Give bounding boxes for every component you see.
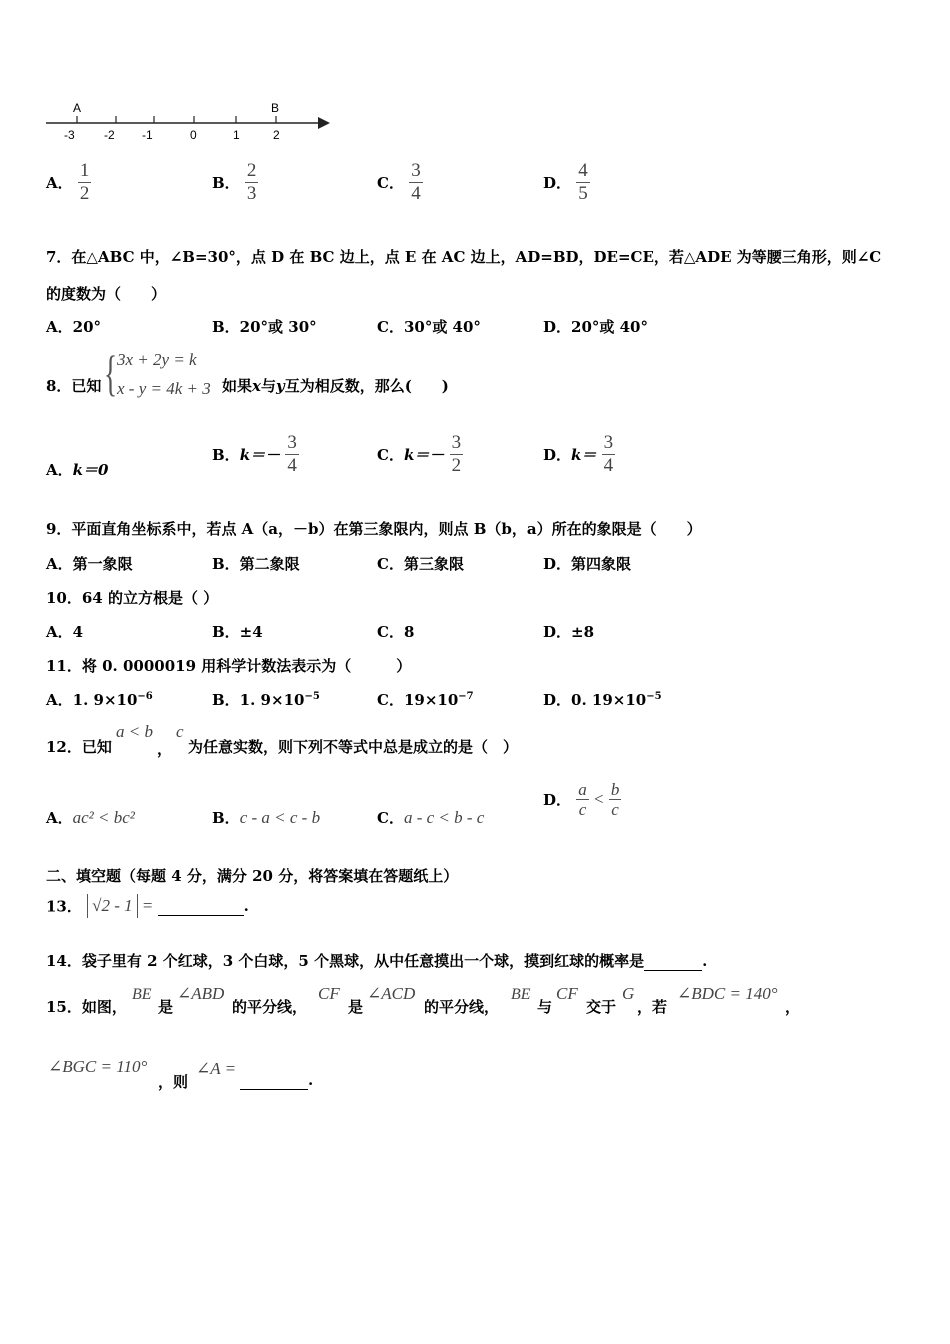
q7-option-c[interactable]: C．30°或 40° xyxy=(377,318,481,336)
q15-text: 的平分线， xyxy=(424,998,500,1016)
q6-option-c[interactable] xyxy=(377,160,423,205)
q9-option-d[interactable]: D．第四象限 xyxy=(543,555,632,573)
q8-equation-1: 3x + 2y = k xyxy=(117,350,197,369)
q11-option-d[interactable]: D．0. $19\times 10^{-5}$ xyxy=(543,691,662,709)
q11-option-c[interactable]: C．$19\times 10^{-7}$ xyxy=(377,691,474,709)
q6-option-d[interactable] xyxy=(543,160,590,205)
q12-condition-2: c xyxy=(176,722,184,741)
q15-math-abd: ∠ABD xyxy=(177,984,225,1003)
q15-math-be: BE xyxy=(132,986,152,1003)
q6-option-b[interactable] xyxy=(212,160,258,205)
q10-option-d[interactable]: D．±8 xyxy=(543,623,595,641)
q15-math-bgc: ∠BGC = 110° xyxy=(48,1057,148,1076)
q11-option-a[interactable]: A．1. $9\times 10^{-6}$ xyxy=(46,691,153,709)
q8-option-a[interactable]: A．k＝0 xyxy=(46,461,109,479)
point-a-label: A xyxy=(73,101,82,115)
q10-stem: 10．64 的立方根是（ ） xyxy=(46,589,219,607)
q12-option-b[interactable]: B．c - a < c - b xyxy=(212,808,321,827)
q6-option-a[interactable] xyxy=(46,160,91,205)
q9-stem: 9．平面直角坐标系中，若点 A（a，－b）在第三象限内，则点 B（b，a）所在的象限是（ ） xyxy=(46,520,702,538)
section-2-title: 二、填空题（每题 4 分，满分 20 分，将答案填在答题纸上） xyxy=(46,867,459,885)
q12-option-d[interactable]: D． $\frac{a}{c}$ < $\frac{b}{c}$ xyxy=(543,780,620,819)
answer-blank[interactable] xyxy=(644,952,702,971)
q9-option-b[interactable]: B．第二象限 xyxy=(212,555,300,573)
fraction: $\frac{3}{2}$ xyxy=(451,432,462,476)
option-letter: D． xyxy=(543,174,572,192)
q15-math-acd: ∠ACD xyxy=(367,984,416,1003)
fraction: $\frac{1}{2}$ xyxy=(79,160,90,204)
q10-option-a[interactable]: A．4 xyxy=(46,623,84,641)
answer-blank[interactable] xyxy=(240,1071,308,1090)
q10-option-c[interactable]: C．8 xyxy=(377,623,415,641)
q12-option-c[interactable]: C．a - c < b - c xyxy=(377,808,485,827)
q15-line1: 15．如图， xyxy=(46,998,127,1016)
option-text: k＝0 xyxy=(72,461,109,479)
q14-line: 14．袋子里有 2 个红球，3 个白球，5 个黑球，从中任意摸出一个球，摸到红球的概率是 . xyxy=(46,952,708,970)
fraction: $\frac{3}{4}$ xyxy=(287,432,297,476)
q15-text: 与 xyxy=(537,998,553,1016)
q8-prefix: 8．已知 xyxy=(46,377,102,395)
q12-option-a[interactable]: A．ac² < bc² xyxy=(46,808,135,827)
q8-option-c[interactable]: C．k＝－ $\frac{3}{2}$ xyxy=(377,432,462,476)
q11-option-b[interactable]: B．1. $9\times 10^{-5}$ xyxy=(212,691,320,709)
q11-stem: 11．将 0. 0000019 用科学计数法表示为（ ） xyxy=(46,657,412,675)
q13-line: 13． √2 - 1 = . xyxy=(46,894,249,918)
point-b-label: B xyxy=(271,101,280,115)
q15-text: 的平分线， xyxy=(232,998,308,1016)
q8-option-b[interactable]: B．k＝－ $\frac{3}{4}$ xyxy=(212,432,297,476)
q8-equation-2: x - y = 4k + 3 xyxy=(117,379,211,398)
fraction: $\frac{4}{5}$ xyxy=(578,160,588,204)
tick-label: 1 xyxy=(233,128,240,142)
q9-option-c[interactable]: C．第三象限 xyxy=(377,555,464,573)
fraction: $\frac{3}{4}$ xyxy=(411,160,421,204)
q10-option-b[interactable]: B．±4 xyxy=(212,623,263,641)
q15-math-cf: CF xyxy=(318,984,340,1003)
q8-stem-suffix: 如果x与y互为相反数，那么( ) xyxy=(222,377,449,395)
q15-math-bdc: ∠BDC = 140° xyxy=(677,984,778,1003)
fraction: $\frac{2}{3}$ xyxy=(246,160,257,204)
q15-text: ，若 xyxy=(637,998,668,1016)
q15-answer: . xyxy=(240,1071,313,1090)
q7-option-d[interactable]: D．20°或 40° xyxy=(543,318,648,336)
tick-label: -2 xyxy=(104,128,115,142)
tick-label: -1 xyxy=(142,128,153,142)
q12-prefix: 12．已知 xyxy=(46,738,112,756)
tick-label: -3 xyxy=(64,128,75,142)
q15-text: 交于 xyxy=(586,998,617,1016)
tick-label: 2 xyxy=(273,128,280,142)
q15-math-angle-a: ∠A = xyxy=(196,1059,237,1078)
q8-option-d[interactable]: D．k＝ $\frac{3}{4}$ xyxy=(543,432,614,476)
q12-suffix: 为任意实数，则下列不等式中总是成立的是（ ） xyxy=(188,738,519,756)
q9-option-a[interactable]: A．第一象限 xyxy=(46,555,133,573)
q15-text: 是 xyxy=(158,998,174,1016)
q7-stem-line1: 7．在△ABC 中，∠B=30°，点 D 在 BC 边上，点 E 在 AC 边上，AD=BD，DE=CE，若△ADE 为等腰三角形，则∠C xyxy=(46,248,882,266)
q15-text: ，则 xyxy=(158,1073,189,1091)
q7-option-b[interactable]: B．20°或 30° xyxy=(212,318,317,336)
q7-option-a[interactable]: A．20° xyxy=(46,318,102,336)
q15-math-cf2: CF xyxy=(556,984,578,1003)
absolute-value-expression: √2 - 1 xyxy=(87,894,138,918)
q15-math-be2: BE xyxy=(511,986,531,1003)
fraction: $\frac{3}{4}$ xyxy=(603,432,614,476)
tick-label: 0 xyxy=(190,128,197,142)
q15-math-g: G xyxy=(622,984,635,1003)
q15-text: ， xyxy=(785,998,801,1016)
fraction: $\frac{b}{c}$ xyxy=(610,780,620,819)
q12-separator: ， xyxy=(157,740,173,758)
option-letter: B． xyxy=(212,174,240,192)
number-line-figure xyxy=(44,96,334,148)
option-letter: C． xyxy=(377,174,404,192)
system-brace: { xyxy=(104,345,118,401)
answer-blank[interactable] xyxy=(158,897,244,916)
option-letter: A． xyxy=(46,174,73,192)
q12-condition-1: a < b xyxy=(116,722,153,741)
fraction: $\frac{a}{c}$ xyxy=(578,780,587,819)
q7-stem-line2: 的度数为（ ） xyxy=(46,285,167,303)
q15-text: 是 xyxy=(348,998,364,1016)
